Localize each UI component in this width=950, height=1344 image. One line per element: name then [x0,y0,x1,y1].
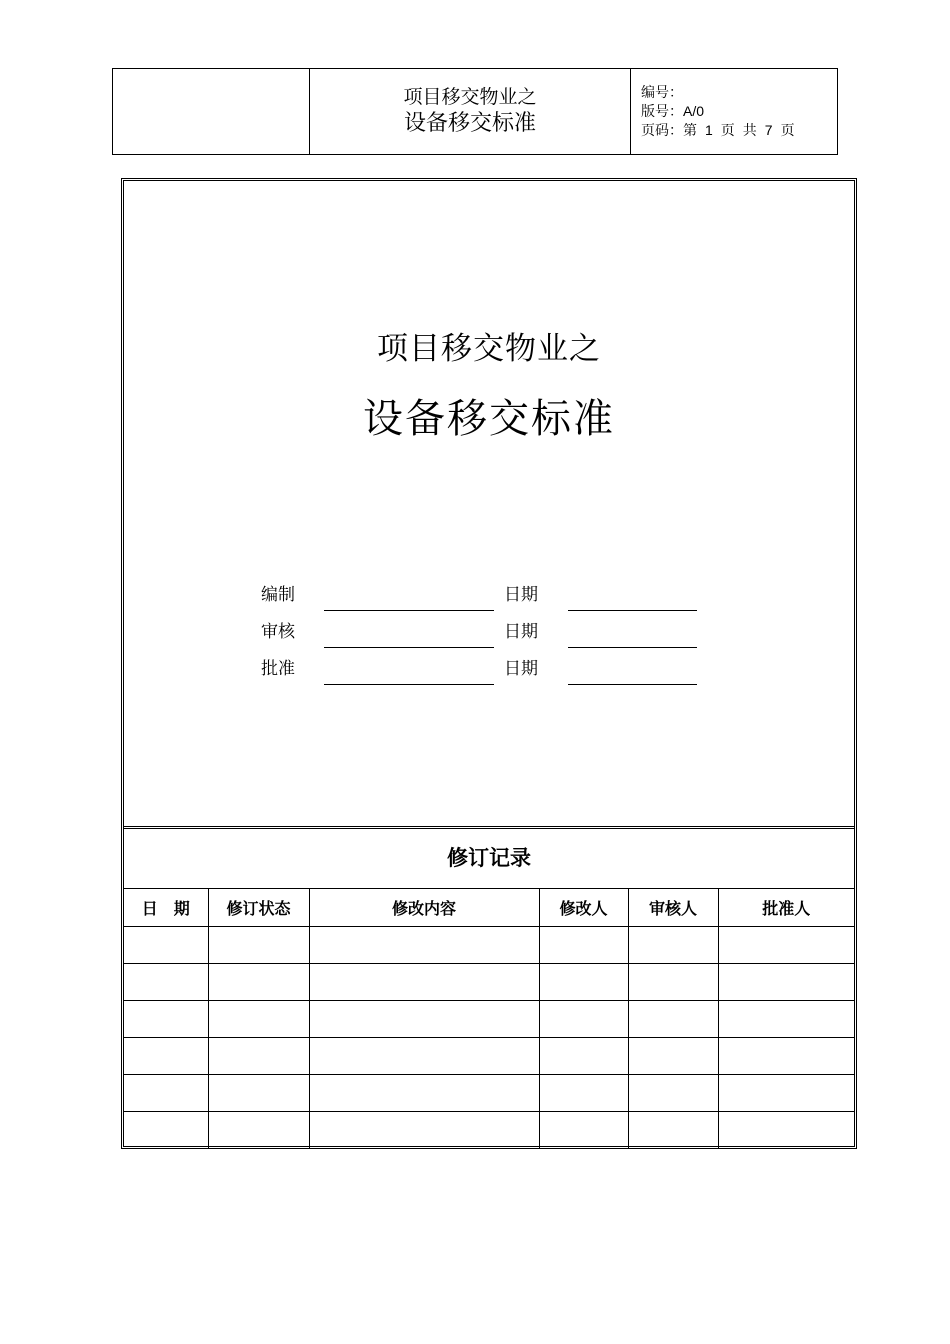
cell-reviewed-by[interactable] [628,1075,718,1112]
col-approved-by: 批准人 [718,889,854,927]
doc-number-row [641,83,837,102]
cell-modified-by[interactable] [539,1038,628,1075]
cell-change-content[interactable] [309,1038,539,1075]
cell-modified-by[interactable] [539,1001,628,1038]
cell-date[interactable] [124,964,208,1001]
table-row [124,964,854,1001]
table-row [124,1075,854,1112]
signature-line[interactable] [324,610,494,611]
cell-approved-by[interactable] [718,1075,854,1112]
page-current: 1 [705,122,713,138]
signature-role: 审核 [261,622,295,642]
table-row [124,1112,854,1149]
cell-approved-by[interactable] [718,1038,854,1075]
signature-line[interactable] [324,647,494,648]
cell-change-content[interactable] [309,1112,539,1149]
cell-revision-status[interactable] [208,1075,309,1112]
cover-frame [121,178,857,1149]
page-gong: 共 [742,122,757,138]
version-label: 版号： [641,103,683,119]
cell-modified-by[interactable] [539,964,628,1001]
page-label: 页码： [641,122,683,138]
signature-role: 编制 [261,585,295,605]
header-meta [631,69,837,154]
date-line[interactable] [568,684,697,685]
date-line[interactable] [568,610,697,611]
cell-modified-by[interactable] [539,1075,628,1112]
cover-section [124,181,854,826]
cell-date[interactable] [124,1001,208,1038]
cell-reviewed-by[interactable] [628,1001,718,1038]
cell-approved-by[interactable] [718,964,854,1001]
cell-change-content[interactable] [309,927,539,964]
cell-change-content[interactable] [309,1001,539,1038]
col-modified-by: 修改人 [539,889,628,927]
signature-row-review [124,617,854,654]
revision-header-row [124,889,854,927]
version-value: A/0 [683,103,705,119]
revision-record [124,829,854,1148]
signature-row-approve [124,654,854,691]
page-total: 7 [764,122,773,138]
col-revision-status: 修订状态 [208,889,309,927]
cell-reviewed-by[interactable] [628,1112,718,1149]
cell-change-content[interactable] [309,964,539,1001]
cell-approved-by[interactable] [718,927,854,964]
header-title-line2: 设备移交标准 [403,110,536,136]
cell-revision-status[interactable] [208,1001,309,1038]
cell-date[interactable] [124,1112,208,1149]
cell-modified-by[interactable] [539,927,628,964]
signature-date-label: 日期 [504,622,538,642]
cell-reviewed-by[interactable] [628,964,718,1001]
page-di: 第 [683,122,697,138]
table-row [124,1038,854,1075]
cover-title-line1: 项目移交物业之 [377,331,601,367]
signature-line[interactable] [324,684,494,685]
cell-change-content[interactable] [309,1075,539,1112]
col-date: 日 期 [124,889,208,927]
cell-revision-status[interactable] [208,1112,309,1149]
document-header [112,68,838,155]
cell-date[interactable] [124,1075,208,1112]
doc-number-label: 编号： [641,84,683,100]
table-row [124,927,854,964]
cell-revision-status[interactable] [208,927,309,964]
signature-date-label: 日期 [504,659,538,679]
table-row [124,1001,854,1038]
cell-approved-by[interactable] [718,1001,854,1038]
signature-date-label: 日期 [504,585,538,605]
page-row [641,121,837,140]
cell-date[interactable] [124,1038,208,1075]
header-title [310,69,631,154]
header-title-line1: 项目移交物业之 [403,85,537,108]
cell-modified-by[interactable] [539,1112,628,1149]
revision-table [124,889,854,1148]
cell-reviewed-by[interactable] [628,927,718,964]
cell-date[interactable] [124,927,208,964]
cell-revision-status[interactable] [208,964,309,1001]
cover-title-line2: 设备移交标准 [363,396,615,442]
revision-title: 修订记录 [124,829,854,889]
page-ye2: 页 [780,122,795,138]
col-reviewed-by: 审核人 [628,889,718,927]
cell-approved-by[interactable] [718,1112,854,1149]
date-line[interactable] [568,647,697,648]
logo-cell [113,69,310,154]
signature-role: 批准 [261,659,295,679]
cell-revision-status[interactable] [208,1038,309,1075]
signature-row-compile [124,580,854,617]
version-row [641,102,837,121]
page-ye1: 页 [720,122,735,138]
col-change-content: 修改内容 [309,889,539,927]
cell-reviewed-by[interactable] [628,1038,718,1075]
